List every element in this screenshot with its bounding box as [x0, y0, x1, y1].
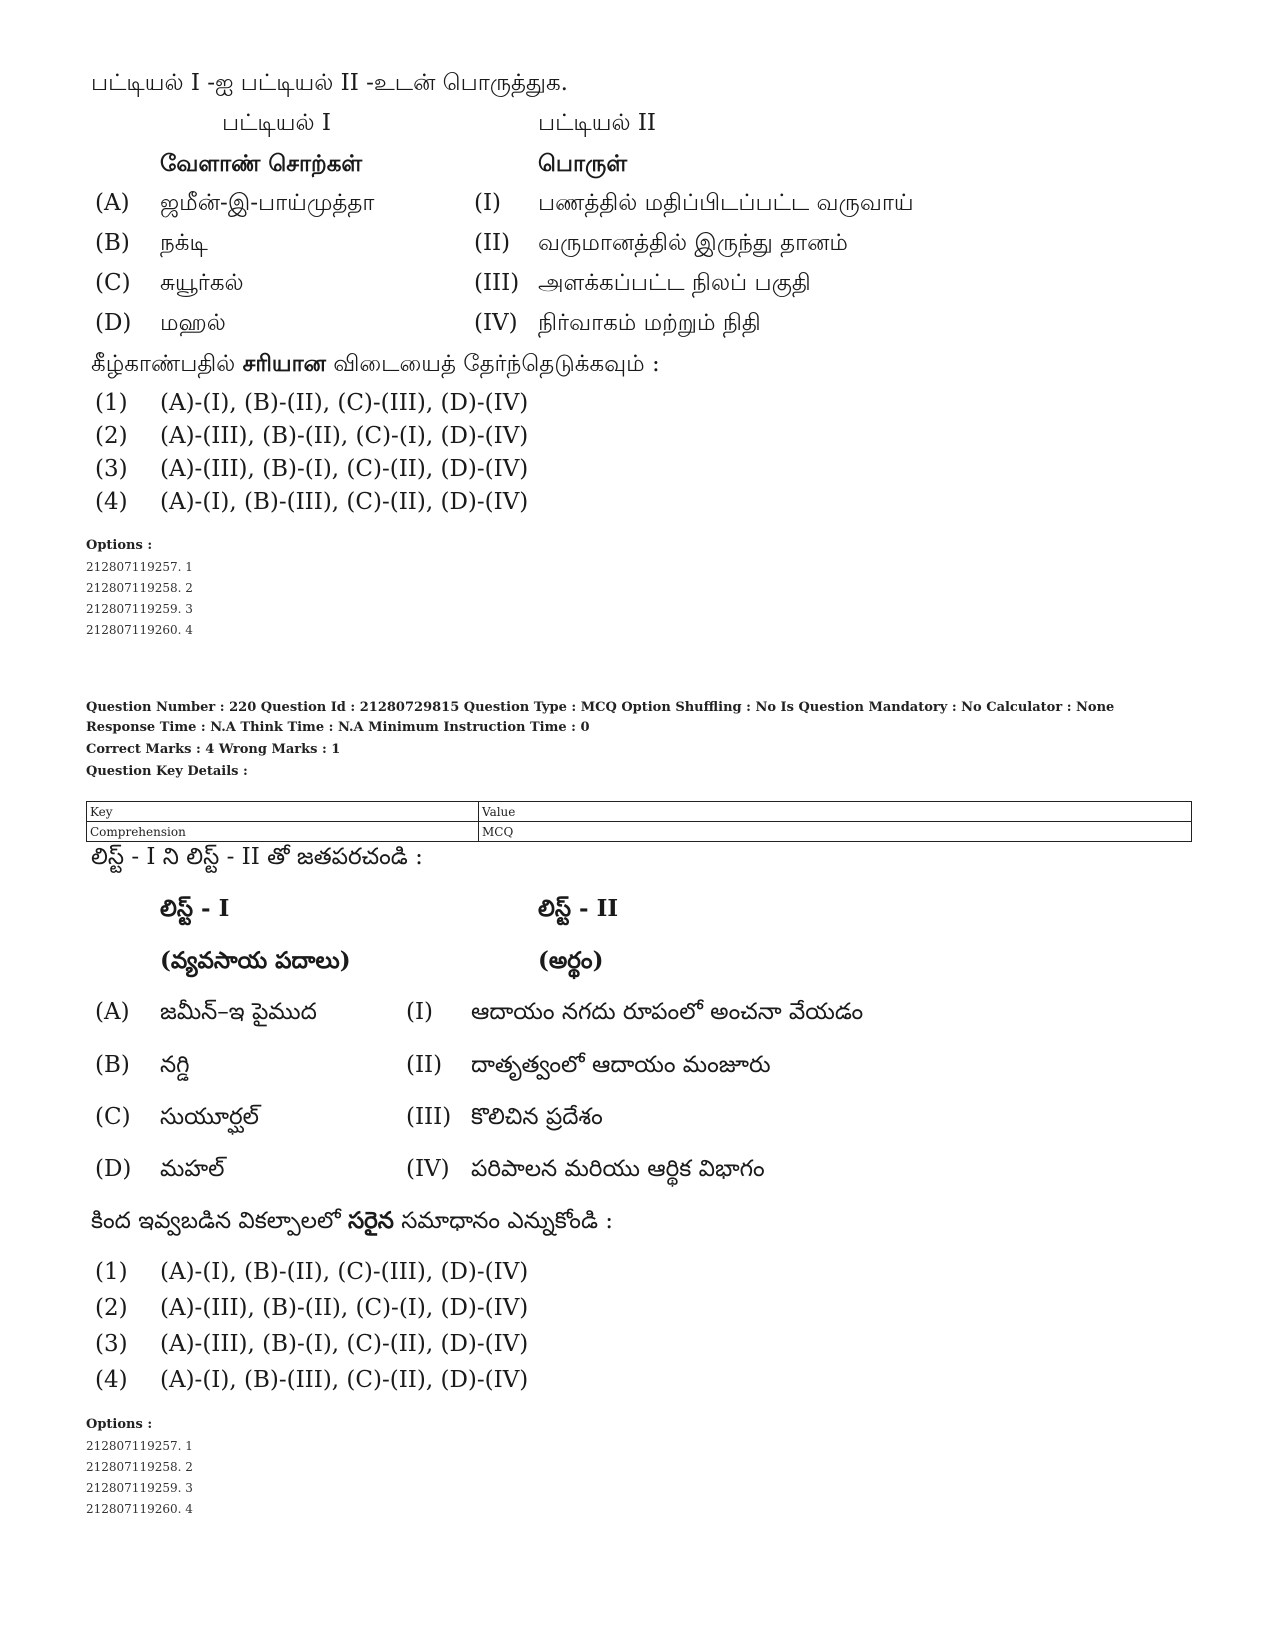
option-text: (A)-(III), (B)-(II), (C)-(I), (D)-(IV)	[160, 1295, 529, 1321]
q1-list2-title: பட்டியல் II	[538, 110, 657, 136]
instruction-emphasis: சரியான	[242, 350, 326, 377]
row-roman: (III)	[406, 1104, 452, 1130]
instruction-text: కింద ఇవ్వబడిన వికల్పాలలో	[91, 1208, 348, 1234]
row-meaning: దాతృత్వంలో ఆదాయం మంజూరు	[471, 1052, 771, 1078]
instruction-text: கீழ்காண்பதில்	[91, 351, 243, 377]
row-letter: (C)	[95, 1104, 131, 1130]
q1-list1-title: பட்டியல் I	[222, 110, 331, 136]
row-term: மஹல்	[160, 310, 226, 336]
table-cell: Key	[87, 802, 479, 822]
option-text: (A)-(III), (B)-(I), (C)-(II), (D)-(IV)	[160, 1331, 529, 1357]
row-letter: (A)	[95, 999, 130, 1025]
row-term: నగ్డి	[160, 1052, 190, 1078]
option-text: (A)-(I), (B)-(III), (C)-(II), (D)-(IV)	[160, 489, 529, 515]
row-roman: (II)	[406, 1052, 443, 1078]
option-number: (4)	[95, 1367, 128, 1393]
q2-option-id: 212807119258. 2	[86, 1460, 193, 1474]
marks-line: Correct Marks : 4 Wrong Marks : 1	[86, 742, 341, 757]
row-term: సుయూర్ఘల్	[160, 1104, 259, 1130]
table-cell: Comprehension	[87, 822, 479, 842]
option-number: (1)	[95, 1259, 128, 1285]
row-meaning: కొలిచిన ప్రదేశం	[471, 1104, 603, 1130]
option-number: (2)	[95, 1295, 128, 1321]
table-row	[87, 822, 1192, 842]
row-letter: (D)	[95, 1156, 132, 1182]
row-roman: (III)	[474, 270, 520, 296]
q1-instruction	[91, 352, 660, 376]
question-meta-line: Response Time : N.A Think Time : N.A Minimum Instruction Time : 0	[86, 720, 590, 735]
table-cell: Value	[479, 802, 1192, 822]
table-cell: MCQ	[479, 822, 1192, 842]
row-meaning: நிர்வாகம் மற்றும் நிதி	[538, 310, 761, 336]
q1-list2-subtitle: பொருள்	[538, 150, 628, 177]
q1-list1-subtitle: வேளாண் சொற்கள்	[160, 150, 363, 177]
row-meaning: ఆదాయం నగదు రూపంలో అంచనా వేయడం	[471, 999, 864, 1025]
table-row	[87, 802, 1192, 822]
instruction-text: விடையைத் தேர்ந்தெடுக்கவும் :	[325, 351, 660, 377]
option-text: (A)-(III), (B)-(I), (C)-(II), (D)-(IV)	[160, 456, 529, 482]
q1-option-id: 212807119257. 1	[86, 560, 193, 574]
row-roman: (IV)	[474, 310, 518, 336]
q2-options-label: Options :	[86, 1417, 153, 1432]
row-roman: (IV)	[406, 1156, 450, 1182]
q1-option-id: 212807119258. 2	[86, 581, 193, 595]
q1-options-label: Options :	[86, 538, 153, 553]
row-letter: (C)	[95, 270, 131, 296]
instruction-emphasis: సరైన	[347, 1207, 394, 1234]
q2-option-id: 212807119257. 1	[86, 1439, 193, 1453]
question-meta-line: Question Number : 220 Question Id : 21280729815 Question Type : MCQ Option Shuffling : No Is Question Mandatory : No Calculator : None	[86, 700, 1115, 715]
row-term: జమీన్–ఇ పైముద	[160, 999, 317, 1025]
row-meaning: பணத்தில் மதிப்பிடப்பட்ட வருவாய்	[538, 190, 914, 216]
instruction-text: సమాధానం ఎన్నుకోండి :	[393, 1208, 614, 1234]
option-number: (3)	[95, 456, 128, 482]
option-text: (A)-(I), (B)-(II), (C)-(III), (D)-(IV)	[160, 390, 529, 416]
q2-instruction	[91, 1209, 613, 1233]
option-number: (3)	[95, 1331, 128, 1357]
row-meaning: வருமானத்தில் இருந்து தானம்	[538, 230, 848, 256]
row-letter: (D)	[95, 310, 132, 336]
question-1-heading: பட்டியல் I -ஐ பட்டியல் II -உடன் பொருத்துக.	[91, 70, 568, 96]
q2-list2-subtitle: (అర్థం)	[538, 947, 604, 974]
row-letter: (A)	[95, 190, 130, 216]
option-number: (2)	[95, 423, 128, 449]
row-roman: (I)	[474, 190, 502, 216]
q2-option-id: 212807119260. 4	[86, 1502, 193, 1516]
option-text: (A)-(III), (B)-(II), (C)-(I), (D)-(IV)	[160, 423, 529, 449]
q1-option-id: 212807119260. 4	[86, 623, 193, 637]
option-number: (1)	[95, 390, 128, 416]
row-term: நக்டி	[160, 230, 208, 256]
row-letter: (B)	[95, 230, 130, 256]
key-details-label: Question Key Details :	[86, 764, 248, 779]
row-roman: (II)	[474, 230, 511, 256]
q2-list2-title: లిస్ట్ - II	[538, 895, 619, 922]
row-letter: (B)	[95, 1052, 130, 1078]
question-key-table	[86, 801, 1192, 842]
q1-option-id: 212807119259. 3	[86, 602, 193, 616]
row-meaning: పరిపాలన మరియు ఆర్థిక విభాగం	[471, 1156, 765, 1182]
option-number: (4)	[95, 489, 128, 515]
option-text: (A)-(I), (B)-(III), (C)-(II), (D)-(IV)	[160, 1367, 529, 1393]
row-meaning: அளக்கப்பட்ட நிலப் பகுதி	[538, 270, 811, 296]
row-term: சுயூர்கல்	[160, 270, 244, 296]
q2-list1-subtitle: (వ్యవసాయ పదాలు)	[160, 947, 351, 974]
row-term: ஜமீன்-இ-பாய்முத்தா	[160, 190, 375, 216]
question-2-heading: లిస్ట్ - I ని లిస్ట్ - II తో జతపరచండి :	[91, 844, 423, 870]
option-text: (A)-(I), (B)-(II), (C)-(III), (D)-(IV)	[160, 1259, 529, 1285]
row-roman: (I)	[406, 999, 434, 1025]
q2-option-id: 212807119259. 3	[86, 1481, 193, 1495]
row-term: మహల్	[160, 1156, 225, 1182]
q2-list1-title: లిస్ట్ - I	[160, 895, 230, 922]
